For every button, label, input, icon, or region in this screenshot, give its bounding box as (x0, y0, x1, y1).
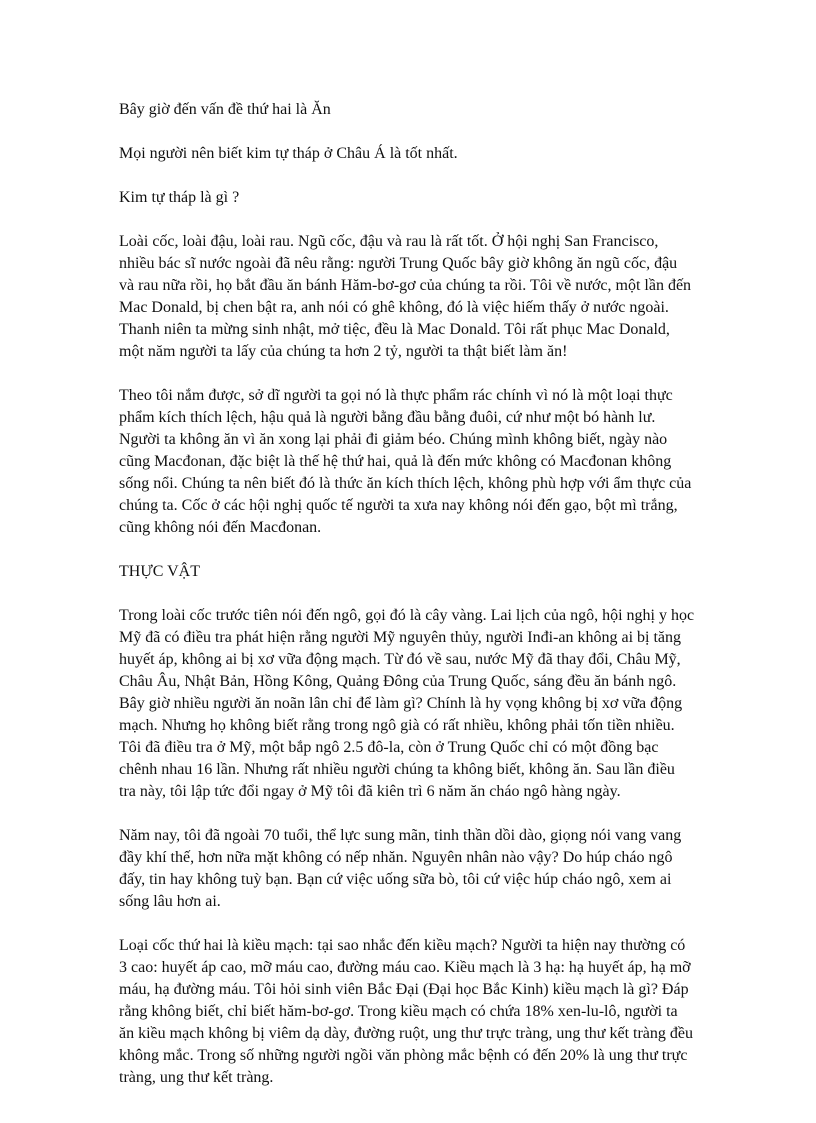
intro-line (119, 99, 709, 121)
text-line: nhiều bác sĩ nước ngoài đã nêu rằng: người Trung Quốc bây giờ không ăn ngũ cốc, đậu (119, 255, 678, 272)
text-line: Theo tôi nắm được, sở dĩ người ta gọi nó là thực phẩm rác chính vì nó là một loại thực (119, 387, 673, 404)
text-line: và rau nữa rồi, họ bắt đầu ăn bánh Hăm-bơ-gơ của chúng ta rồi. Tôi về nước, một lần đến (119, 277, 692, 294)
text-line: Mac Donald, bị chen bật ra, anh nói có ghê không, đó là việc hiếm thấy ở nước ngoài. (119, 299, 669, 316)
text-line: Loại cốc thứ hai là kiều mạch: tại sao nhắc đến kiều mạch? Người ta hiện nay thường có (119, 937, 686, 954)
text-line: cũng Macđonan, đặc biệt là thế hệ thứ hai, quả là đến mức không có Macđonan không (119, 453, 672, 470)
pyramid-question (119, 187, 709, 209)
text-line: một năm người ta lấy của chúng ta hơn 2 tỷ, người ta thật biết làm ăn! (119, 343, 568, 360)
pyramid-statement (119, 143, 709, 165)
text-line: 3 cao: huyết áp cao, mỡ máu cao, đường máu cao. Kiều mạch là 3 hạ: hạ huyết áp, hạ mỡ (119, 959, 691, 976)
text-line: phẩm kích thích lệch, hậu quả là người bằng đầu bằng đuôi, cứ như một bó hành lư. (119, 409, 656, 426)
text-line: chênh nhau 16 lần. Nhưng rất nhiều người chúng ta không biết, không ăn. Sau lần điều (119, 761, 675, 778)
text-line: máu, hạ đường máu. Tôi hỏi sinh viên Bắc Đại (Đại học Bắc Kinh) kiều mạch là gì? Đáp (119, 981, 689, 998)
text-line: Năm nay, tôi đã ngoài 70 tuổi, thể lực sung mãn, tinh thần dồi dào, giọng nói vang vang (119, 827, 682, 844)
text-line: Mọi người nên biết kim tự tháp ở Châu Á là tốt nhất. (119, 145, 458, 162)
paragraph-age (119, 825, 709, 913)
text-line: rằng không biết, chỉ biết hăm-bơ-gơ. Trong kiều mạch có chứa 18% xen-lu-lô, người ta (119, 1003, 678, 1020)
text-line: THỰC VẬT (119, 563, 201, 580)
text-line: Bây giờ nhiều người ăn noãn lân chỉ để làm gì? Chính là hy vọng không bị xơ vữa động (119, 695, 683, 712)
paragraph-grains (119, 231, 709, 363)
paragraph-junk-food (119, 385, 709, 539)
text-line: huyết áp, không ai bị xơ vữa động mạch. Từ đó về sau, nước Mỹ đã thay đổi, Châu Mỹ, (119, 651, 681, 668)
text-line: Tôi đã điều tra ở Mỹ, một bắp ngô 2.5 đô-la, còn ở Trung Quốc chỉ có một đồng bạc (119, 739, 659, 756)
text-line: ăn kiều mạch không bị viêm dạ dày, đường ruột, ung thư trực tràng, ung thư kết tràng đều (119, 1025, 693, 1042)
paragraph-corn (119, 605, 709, 803)
section-heading-plants (119, 561, 709, 583)
document-body (119, 99, 709, 1111)
text-line: sống nổi. Chúng ta nên biết đó là thức ăn kích thích lệch, không phù hợp với ẩm thực của (119, 475, 692, 492)
text-line: Châu Âu, Nhật Bản, Hồng Kông, Quảng Đông của Trung Quốc, sáng đều ăn bánh ngô. (119, 673, 677, 690)
text-line: đầy khí thế, hơn nữa mặt không có nếp nhăn. Nguyên nhân nào vậy? Do húp cháo ngô (119, 849, 673, 866)
paragraph-buckwheat (119, 935, 709, 1089)
text-line: Thanh niên ta mừng sinh nhật, mở tiệc, đều là Mac Donald. Tôi rất phục Mac Donald, (119, 321, 670, 338)
text-line: tràng, ung thư kết tràng. (119, 1069, 274, 1086)
text-line: tra này, tôi lập tức đổi ngay ở Mỹ tôi đã kiên trì 6 năm ăn cháo ngô hàng ngày. (119, 783, 621, 800)
text-line: chúng ta. Cốc ở các hội nghị quốc tế người ta xưa nay không nói đến gạo, bột mì trắng, (119, 497, 678, 514)
text-line: Bây giờ đến vấn đề thứ hai là Ăn (119, 101, 331, 118)
text-line: Mỹ đã có điều tra phát hiện rằng người Mỹ nguyên thủy, người Inđi-an không ai bị tăng (119, 629, 682, 646)
text-line: mạch. Nhưng họ không biết rằng trong ngô già có rất nhiều, không phải tốn tiền nhiều. (119, 717, 675, 734)
text-line: đấy, tin hay không tuỳ bạn. Bạn cứ việc uống sữa bò, tôi cứ việc húp cháo ngô, xem ai (119, 871, 672, 888)
text-line: không mắc. Trong số những người ngồi văn phòng mắc bệnh có đến 20% là ung thư trực (119, 1047, 688, 1064)
text-line: Kim tự tháp là gì ? (119, 189, 240, 206)
text-line: sống lâu hơn ai. (119, 893, 221, 910)
text-line: cũng không nói đến Macđonan. (119, 519, 322, 536)
text-line: Loài cốc, loài đậu, loài rau. Ngũ cốc, đậu và rau là rất tốt. Ở hội nghị San Francisco, (119, 233, 659, 250)
text-line: Trong loài cốc trước tiên nói đến ngô, gọi đó là cây vàng. Lai lịch của ngô, hội nghị y học (119, 607, 695, 624)
text-line: Người ta không ăn vì ăn xong lại phải đi giảm béo. Chúng mình không biết, ngày nào (119, 431, 668, 448)
